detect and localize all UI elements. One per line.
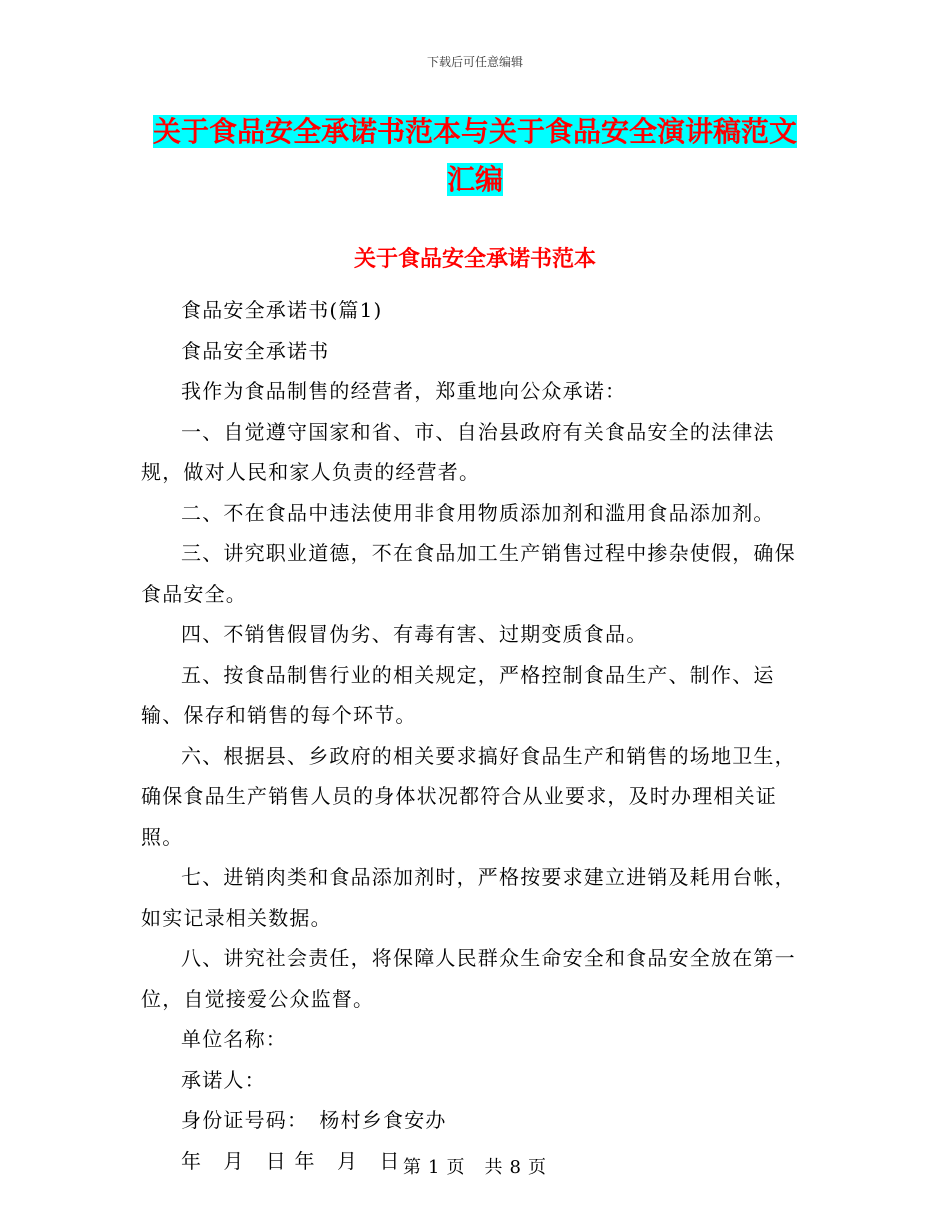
paragraph: 单位名称： xyxy=(181,1027,287,1051)
paragraph: 三、讲究职业道德，不在食品加工生产销售过程中掺杂使假，确保食品安全。 xyxy=(141,541,796,606)
paragraph: 年 月 日 年 月 日 xyxy=(181,1148,401,1173)
paragraph: 七、进销肉类和食品添加剂时，严格按要求建立进销及耗用台帐，如实记录相关数据。 xyxy=(141,865,796,930)
footer-suffix: 页 xyxy=(527,1157,547,1178)
total-page-count: 8 xyxy=(509,1157,522,1178)
paragraph: 身份证号码： 杨村乡食安办 xyxy=(181,1108,447,1132)
paragraph: 食品安全承诺书 xyxy=(181,338,330,363)
paragraph: 四、不销售假冒伪劣、有毒有害、过期变质食品。 xyxy=(181,622,648,646)
document-title-line-1: 关于食品安全承诺书范本与关于食品安全演讲稿范文 xyxy=(152,115,797,148)
document-body xyxy=(141,290,811,1181)
document-title xyxy=(140,108,810,204)
current-page-number: 1 xyxy=(428,1157,441,1178)
paragraph: 食品安全承诺书(篇1) xyxy=(181,298,383,322)
paragraph: 二、不在食品中违法使用非食用物质添加剂和滥用食品添加剂。 xyxy=(181,500,775,525)
page-footer xyxy=(0,1153,950,1179)
document-title-line-2: 汇编 xyxy=(446,163,503,196)
paragraph: 我作为食品制售的经营者，郑重地向公众承诺： xyxy=(181,379,627,403)
paragraph: 八、讲究社会责任，将保障人民群众生命安全和食品安全放在第一位，自觉接爱公众监督。 xyxy=(141,946,796,1011)
section-title: 关于食品安全承诺书范本 xyxy=(353,247,596,272)
footer-prefix: 第 xyxy=(403,1157,423,1178)
header-note: 下载后可任意编辑 xyxy=(426,55,523,69)
paragraph: 承诺人： xyxy=(181,1067,266,1092)
paragraph: 五、按食品制售行业的相关规定，严格控制食品生产、制作、运输、保存和销售的每个环节。 xyxy=(141,662,775,727)
footer-mid: 页 共 xyxy=(446,1157,504,1178)
paragraph: 一、自觉遵守国家和省、市、自治县政府有关食品安全的法律法规，做对人民和家人负责的经营者。 xyxy=(141,419,775,484)
paragraph: 六、根据县、乡政府的相关要求搞好食品生产和销售的场地卫生，确保食品生产销售人员的身体状况都符合从业要求，及时办理相关证照。 xyxy=(141,743,796,849)
